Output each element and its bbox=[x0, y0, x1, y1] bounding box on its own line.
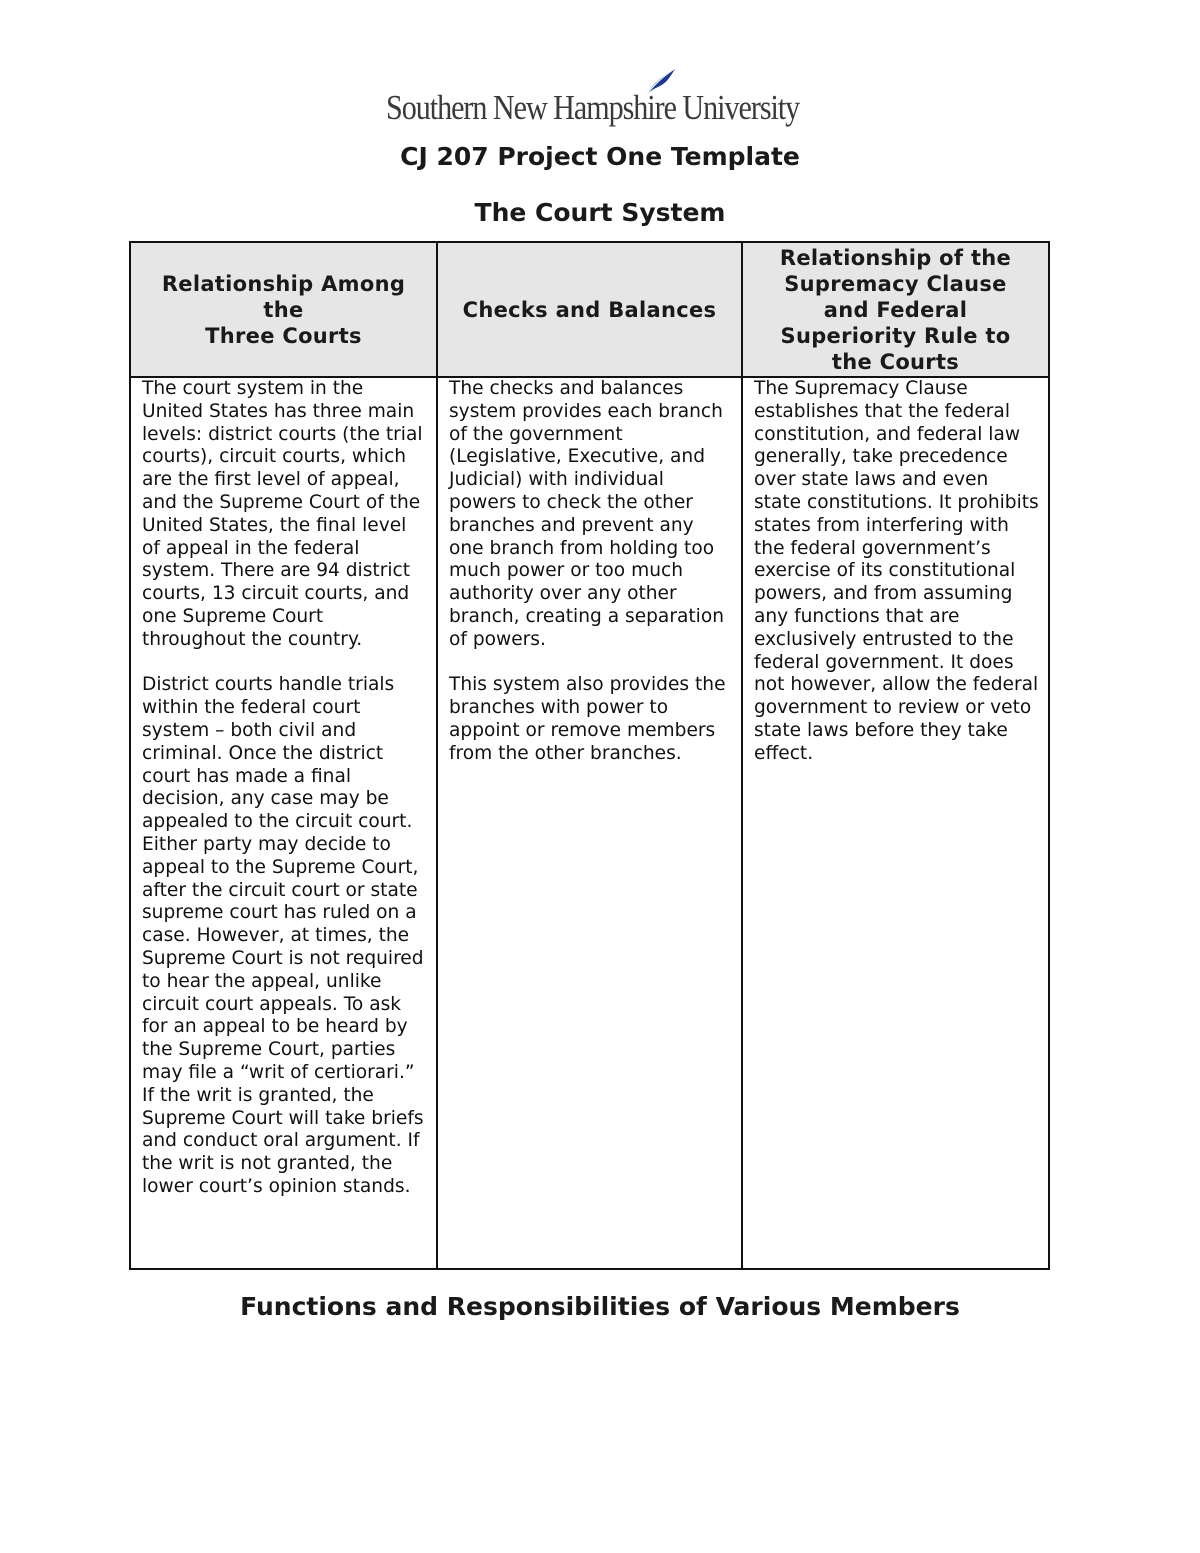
paragraph: The Supremacy Clause establishes that the federal constitution, and federal law generally, take precedence over state laws and even state constitutions. It prohibits states from interfering with the federal government’s exercise of its constitutional powers, and from assuming any functions that are exclusively entrusted to the federal government. It does not however, allow the federal government to review or veto state laws before they take effect. bbox=[754, 378, 1039, 764]
header-checks-and-balances bbox=[437, 242, 742, 377]
feather-quill-icon bbox=[640, 66, 680, 100]
paragraph: This system also provides the branches with power to appoint or remove members from the other branches. bbox=[449, 674, 726, 764]
header-line: Three Courts bbox=[205, 324, 362, 348]
table-header-row bbox=[130, 242, 1049, 377]
header-line: Relationship Among the bbox=[161, 272, 406, 322]
paragraph: The checks and balances system provides each branch of the government (Legislative, Executive, and Judicial) with individual powers to check the other branches and prevent any one branch from holding too much power or too much authority over any other branch, creating a separation of powers. bbox=[449, 378, 724, 650]
section-title: The Court System bbox=[474, 198, 726, 227]
cell-checks-and-balances bbox=[437, 377, 742, 1269]
header-supremacy-clause bbox=[742, 242, 1049, 377]
paragraph: District courts handle trials within the federal court system – both civil and criminal. Once the district court has made a final decision, any case may be appealed to the circuit court. Either party may decide to appeal to the Supreme Court, after the circuit court or state supreme court has ruled on a case. However, at times, the Supreme Court is not required to hear the appeal, unlike circuit court appeals. To ask for an appeal to be heard by the Supreme Court, parties may file a “writ of certiorari.” If the writ is granted, the Supreme Court will take briefs and conduct oral argument. If the writ is not granted, the lower court’s opinion stands. bbox=[142, 674, 424, 1197]
university-logo bbox=[384, 66, 824, 138]
document-title: CJ 207 Project One Template bbox=[400, 142, 800, 171]
table-row bbox=[130, 377, 1049, 1269]
court-system-table bbox=[129, 241, 1050, 1270]
header-line: Checks and Balances bbox=[462, 298, 717, 322]
cell-relationship-among-courts bbox=[130, 377, 437, 1269]
header-line: Relationship of the Supremacy Clause and Federal Superiority Rule to the Courts bbox=[779, 246, 1012, 374]
paragraph: The court system in the United States has three main levels: district courts (the trial courts), circuit courts, which are the first level of appeal, and the Supreme Court of the United States, the final level of appeal in the federal system. There are 94 district courts, 13 circuit courts, and one Supreme Court throughout the country. bbox=[142, 378, 423, 650]
logo-wordmark: Southern New Hampshire University bbox=[386, 88, 800, 127]
functions-heading: Functions and Responsibilities of Various Members bbox=[240, 1292, 960, 1321]
cell-supremacy-clause bbox=[742, 377, 1049, 1269]
header-relationship-among-courts bbox=[130, 242, 437, 377]
